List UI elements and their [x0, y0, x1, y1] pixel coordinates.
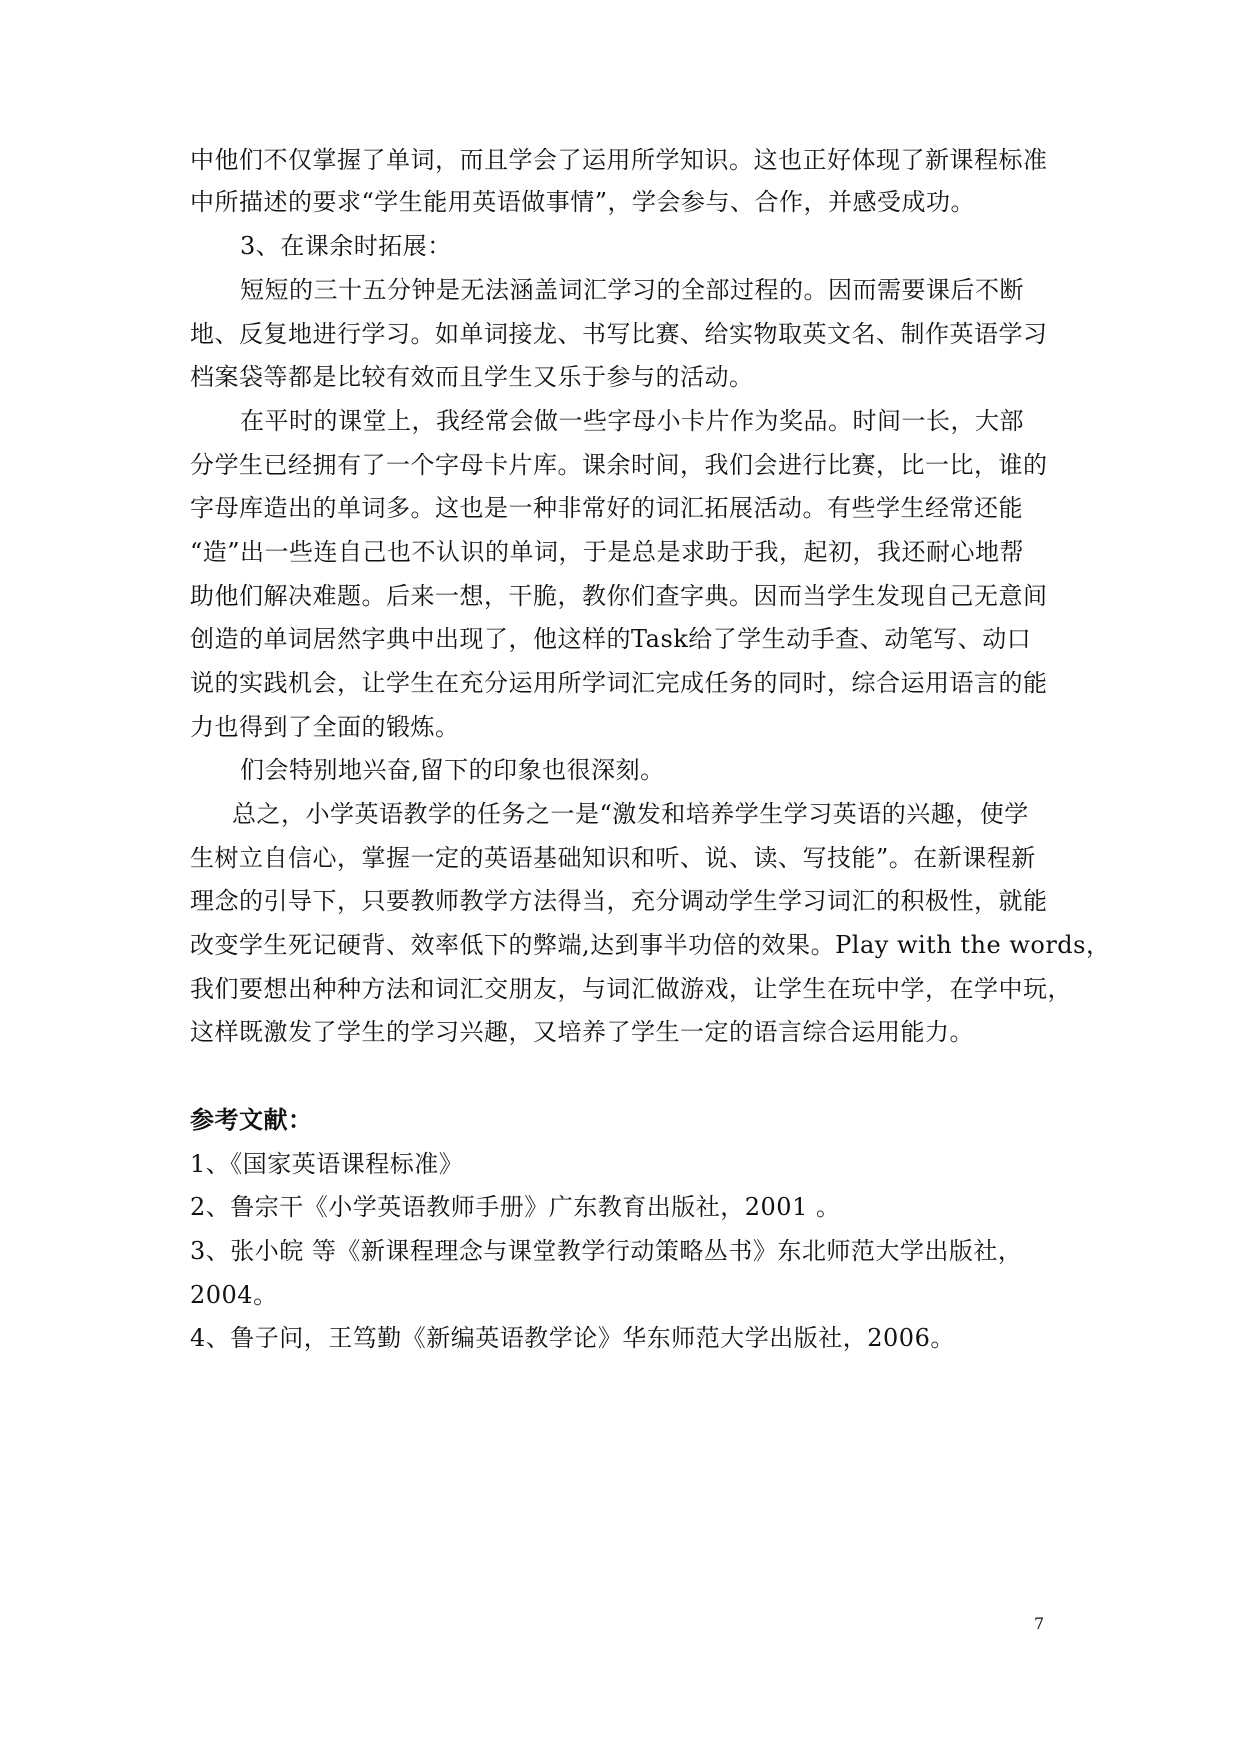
body-line: 理念的引导下，只要教师教学方法得当，充分调动学生学习词汇的积极性，就能: [190, 887, 1048, 915]
reference-item: 1、《国家英语课程标准》: [190, 1150, 464, 1178]
body-line: 中他们不仅掌握了单词，而且学会了运用所学知识。这也正好体现了新课程标准: [190, 146, 1048, 174]
body-line: 分学生已经拥有了一个字母卡片库。课余时间，我们会进行比赛，比一比，谁的: [190, 451, 1048, 479]
body-line: 助他们解决难题。后来一想，干脆，教你们查字典。因而当学生发现自己无意间: [190, 582, 1048, 610]
body-line: 们会特别地兴奋,留下的印象也很深刻。: [240, 756, 665, 784]
body-line: 短短的三十五分钟是无法涵盖词汇学习的全部过程的。因而需要课后不断: [240, 276, 1024, 304]
reference-item-continuation: 2004。: [190, 1281, 278, 1309]
page-number: 7: [1034, 1614, 1045, 1633]
reference-item: 3、张小皖 等《新课程理念与课堂教学行动策略丛书》东北师范大学出版社，: [190, 1237, 1023, 1265]
body-line: 创造的单词居然字典中出现了，他这样的Task给了学生动手查、动笔写、动口: [190, 625, 1032, 653]
body-line: 改变学生死记硬背、效率低下的弊端,达到事半功倍的效果。Play with the words，: [190, 931, 1111, 959]
body-line: 中所描述的要求“学生能用英语做事情”，学会参与、合作，并感受成功。: [190, 188, 976, 216]
body-line: 地、反复地进行学习。如单词接龙、书写比赛、给实物取英文名、制作英语学习: [190, 320, 1048, 348]
body-line: 生树立自信心，掌握一定的英语基础知识和听、说、读、写技能”。在新课程新: [190, 844, 1036, 872]
body-line: 说的实践机会，让学生在充分运用所学词汇完成任务的同时，综合运用语言的能: [190, 669, 1048, 697]
body-line: 我们要想出种种方法和词汇交朋友，与词汇做游戏，让学生在玩中学，在学中玩，: [190, 975, 1072, 1003]
reference-item: 4、鲁子问，王笃勤《新编英语教学论》华东师范大学出版社，2006。: [190, 1324, 955, 1352]
body-line: “造”出一些连自己也不认识的单词，于是总是求助于我，起初，我还耐心地帮: [190, 538, 1025, 566]
body-line: 总之，小学英语教学的任务之一是“激发和培养学生学习英语的兴趣，使学: [232, 800, 1029, 828]
body-line: 力也得到了全面的锻炼。: [190, 713, 460, 741]
reference-item: 2、鲁宗干《小学英语教师手册》广东教育出版社，2001 。: [190, 1193, 841, 1221]
references-heading: 参考文献：: [190, 1105, 313, 1134]
section-heading: 3、在课余时拓展：: [240, 232, 452, 260]
body-line: 档案袋等都是比较有效而且学生又乐于参与的活动。: [190, 363, 754, 391]
body-line: 这样既激发了学生的学习兴趣，又培养了学生一定的语言综合运用能力。: [190, 1018, 974, 1046]
body-line: 字母库造出的单词多。这也是一种非常好的词汇拓展活动。有些学生经常还能: [190, 494, 1023, 522]
body-line: 在平时的课堂上，我经常会做一些字母小卡片作为奖品。时间一长，大部: [240, 407, 1024, 435]
